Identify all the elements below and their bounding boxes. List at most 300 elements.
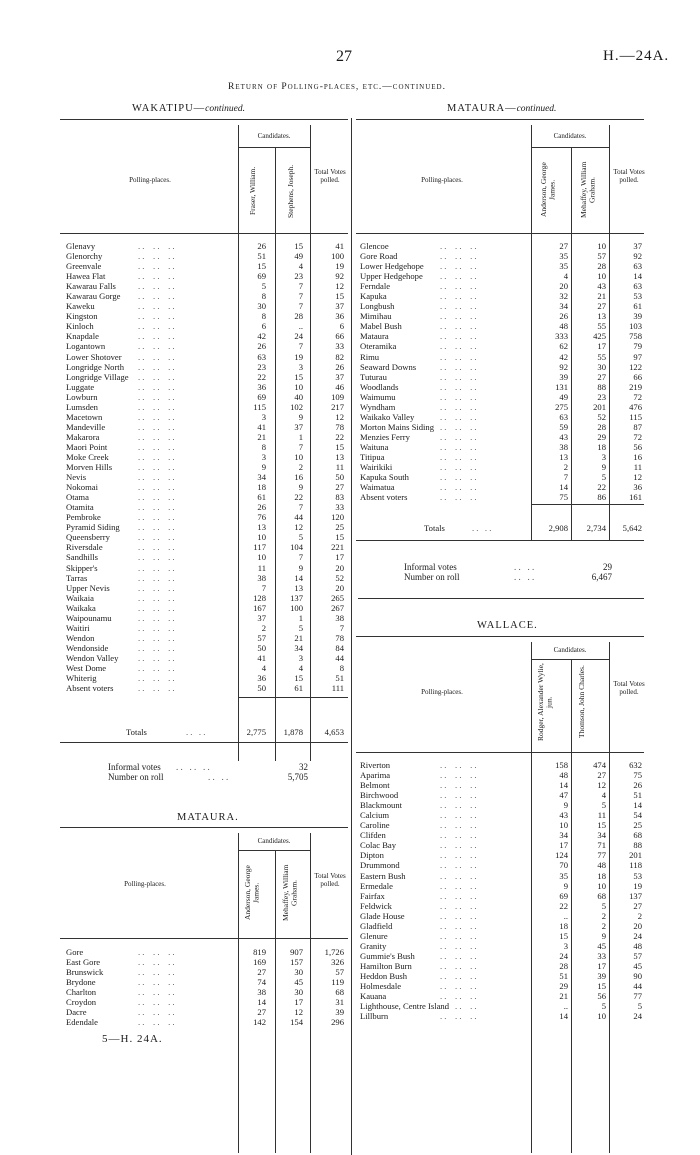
total-votes-cell: 14: [633, 800, 642, 811]
total-votes-cell: 27: [633, 900, 642, 911]
table-row: Gore Road . . . . . . 35 57 92: [360, 251, 642, 262]
polling-place-name: Calcium: [360, 810, 390, 821]
candidate-votes-cell: 8: [261, 291, 266, 302]
candidate-votes-cell: 7: [298, 341, 303, 352]
candidate-votes-cell: 5: [601, 800, 606, 811]
polling-place-name: Maori Point: [66, 441, 108, 452]
candidate-votes-cell: 76: [257, 512, 266, 523]
candidate-votes-cell: 4: [563, 271, 568, 282]
candidate-votes-cell: 21: [597, 291, 606, 302]
table-row: Granity . . . . . . 3 45 48: [360, 940, 642, 951]
candidate-votes-cell: 49: [559, 391, 568, 402]
candidate-votes-cell: 12: [294, 522, 303, 533]
candidate-votes-cell: 40: [294, 391, 303, 402]
polling-place-name: Caroline: [360, 820, 390, 831]
candidate-votes-cell: 117: [253, 542, 266, 553]
polling-place-name: Drummond: [360, 860, 400, 871]
table-row: Nevis . . . . . . 34 16 50: [66, 472, 344, 483]
candidate-votes-cell: 20: [559, 281, 568, 292]
polling-place-name: Waikaia: [66, 592, 94, 603]
wakatipu-totals-row: Totals . . . . 2,775 1,878 4,653: [126, 727, 344, 737]
mataura-cont-cand2: Mehaffey, William Graham.: [579, 161, 597, 219]
polling-place-name: Kapuka: [360, 291, 387, 302]
candidate-votes-cell: 49: [294, 251, 303, 262]
candidate-votes-cell: 70: [559, 860, 568, 871]
candidate-votes-cell: 68: [597, 890, 606, 901]
candidate-votes-cell: 27: [597, 301, 606, 312]
candidate-votes-cell: 26: [257, 341, 266, 352]
wallace-cand1: Rodger, Alexander Wylie, jun.: [536, 663, 554, 741]
candidate-votes-cell: 8: [261, 311, 266, 322]
candidate-votes-cell: 9: [298, 482, 303, 493]
polling-place-name: Edendale: [66, 1017, 98, 1028]
candidate-votes-cell: 10: [597, 1011, 606, 1022]
table-row: Kingston . . . . . . 8 28 36: [66, 311, 344, 322]
total-votes-cell: 20: [335, 582, 344, 593]
candidate-votes-cell: 14: [257, 997, 266, 1008]
polling-place-name: Luggate: [66, 381, 95, 392]
polling-place-name: Gladfield: [360, 920, 393, 931]
mataura-cont-total-label: Total Votes polled.: [613, 168, 645, 184]
total-votes-cell: 265: [331, 592, 344, 603]
total-votes-cell: 36: [633, 482, 642, 493]
total-votes-cell: 57: [633, 950, 642, 961]
polling-place-name: Upper Hedgehope: [360, 271, 423, 282]
candidate-votes-cell: 37: [257, 612, 266, 623]
table-row: Queensberry . . . . . . 10 5 15: [66, 532, 344, 543]
total-votes-cell: 90: [633, 970, 642, 981]
total-votes-cell: 38: [335, 612, 344, 623]
table-row: Eastern Bush . . . . . . 35 18 53: [360, 870, 642, 881]
candidate-votes-cell: 819: [253, 947, 266, 957]
total-votes-cell: 267: [331, 602, 344, 613]
total-votes-cell: 44: [335, 652, 344, 663]
candidate-votes-cell: 7: [298, 291, 303, 302]
candidate-votes-cell: 28: [294, 311, 303, 322]
total-votes-cell: 27: [335, 482, 344, 493]
table-row: Waipounamu . . . . . . 37 1 38: [66, 612, 344, 623]
polling-place-name: Waimatua: [360, 482, 395, 493]
candidate-votes-cell: ..: [298, 321, 303, 332]
candidate-votes-cell: 7: [298, 301, 303, 312]
candidate-votes-cell: 92: [559, 361, 568, 372]
table-row: Waituna . . . . . . 38 18 56: [360, 441, 642, 452]
total-votes-cell: 26: [633, 780, 642, 791]
candidate-votes-cell: 50: [257, 642, 266, 653]
candidate-votes-cell: 26: [559, 311, 568, 322]
candidate-votes-cell: 137: [290, 592, 303, 603]
table-row: Glade House . . . . . . .. 2 2: [360, 910, 642, 921]
candidate-votes-cell: 35: [559, 251, 568, 262]
candidate-votes-cell: 56: [597, 991, 606, 1002]
candidate-votes-cell: 3: [601, 451, 606, 462]
candidate-votes-cell: 32: [559, 291, 568, 302]
wallace-table: [360, 760, 644, 1021]
page-number: 27: [336, 48, 352, 65]
polling-place-name: Glencoe: [360, 241, 389, 251]
table-row: Wyndham . . . . . . 275 201 476: [360, 401, 642, 412]
candidate-votes-cell: 74: [257, 977, 266, 988]
polling-place-name: West Dome: [66, 662, 107, 673]
mataura-cont-table: [360, 241, 644, 502]
polling-place-name: Dipton: [360, 850, 384, 861]
wakatipu-cand1: Fraser, William.: [248, 166, 257, 216]
table-row: Drummond . . . . . . 70 48 118: [360, 860, 642, 871]
polling-place-name: Waipounamu: [66, 612, 112, 623]
total-votes-cell: 14: [633, 271, 642, 282]
polling-place-name: Riversdale: [66, 542, 103, 553]
mataura-cand1: Anderson, George James.: [243, 865, 261, 921]
polling-place-name: Kingston: [66, 311, 98, 322]
candidate-votes-cell: 24: [294, 331, 303, 342]
total-votes-cell: 632: [629, 760, 642, 770]
mataura-title: MATAURA.: [177, 812, 239, 823]
polling-place-name: Clifden: [360, 830, 386, 841]
total-votes-cell: 68: [335, 987, 344, 998]
polling-place-name: Menzies Ferry: [360, 431, 410, 442]
candidate-votes-cell: 10: [257, 552, 266, 563]
total-votes-cell: 37: [633, 241, 642, 251]
total-votes-cell: 201: [629, 850, 642, 861]
candidate-votes-cell: 9: [563, 880, 568, 891]
candidate-votes-cell: 5: [298, 622, 303, 633]
candidate-votes-cell: ..: [563, 910, 568, 921]
candidate-votes-cell: 50: [257, 683, 266, 694]
total-votes-cell: 120: [331, 512, 344, 523]
total-votes-cell: 22: [335, 431, 344, 442]
candidate-votes-cell: 86: [597, 492, 606, 503]
candidate-votes-cell: 17: [294, 997, 303, 1008]
candidate-votes-cell: 12: [294, 1007, 303, 1018]
candidate-votes-cell: 34: [294, 642, 303, 653]
total-votes-cell: 296: [331, 1017, 344, 1028]
total-votes-cell: 31: [335, 997, 344, 1008]
total-votes-cell: 52: [335, 572, 344, 583]
candidate-votes-cell: 42: [257, 331, 266, 342]
candidate-votes-cell: 425: [593, 331, 606, 342]
polling-place-name: Kawarau Falls: [66, 281, 116, 292]
candidate-votes-cell: 62: [559, 341, 568, 352]
candidate-votes-cell: 9: [601, 930, 606, 941]
total-votes-cell: 92: [335, 271, 344, 282]
table-row: Glenure . . . . . . 15 9 24: [360, 930, 642, 941]
candidate-votes-cell: 15: [597, 820, 606, 831]
candidate-votes-cell: 167: [253, 602, 266, 613]
candidate-votes-cell: 19: [294, 351, 303, 362]
polling-place-name: Kawarau Gorge: [66, 291, 121, 302]
table-row: Upper Nevis . . . . . . 7 13 20: [66, 582, 344, 593]
candidate-votes-cell: 34: [597, 830, 606, 841]
total-votes-cell: 39: [335, 1007, 344, 1018]
polling-place-name: Waimumu: [360, 391, 396, 402]
polling-place-name: Heddon Bush: [360, 970, 408, 981]
candidate-votes-cell: 115: [253, 401, 266, 412]
candidate-votes-cell: 5: [298, 532, 303, 543]
wakatipu-places-label: Polling-places.: [129, 176, 171, 184]
polling-place-name: Pyramid Siding: [66, 522, 120, 533]
total-votes-cell: 6: [339, 321, 344, 332]
total-votes-cell: 11: [335, 462, 344, 473]
polling-place-name: Aparima: [360, 770, 391, 781]
candidate-votes-cell: 10: [597, 880, 606, 891]
total-votes-cell: 72: [633, 431, 642, 442]
polling-place-name: Mataura: [360, 331, 389, 342]
table-row: Dacre . . . . . . 27 12 39: [66, 1007, 344, 1018]
candidate-votes-cell: 43: [559, 431, 568, 442]
total-votes-cell: 72: [633, 391, 642, 402]
candidate-votes-cell: 51: [559, 970, 568, 981]
candidate-votes-cell: 4: [298, 662, 303, 673]
table-row: Absent voters . . . . . . 75 86 161: [360, 492, 642, 503]
total-votes-cell: 84: [335, 642, 344, 653]
polling-place-name: Morton Mains Siding: [360, 421, 435, 432]
total-votes-cell: 44: [633, 981, 642, 992]
candidate-votes-cell: 7: [563, 472, 568, 483]
candidate-votes-cell: 6: [261, 321, 266, 332]
table-row: Hamilton Burn . . . . . . 28 17 45: [360, 960, 642, 971]
candidate-votes-cell: 39: [597, 970, 606, 981]
polling-place-name: Nokomai: [66, 482, 98, 493]
candidate-votes-cell: 30: [257, 301, 266, 312]
document-code: H.—24A.: [603, 48, 670, 64]
candidate-votes-cell: 28: [559, 960, 568, 971]
table-row: Waikako Valley . . . . . . 63 52 115: [360, 411, 642, 422]
candidate-votes-cell: 9: [563, 800, 568, 811]
polling-place-name: Holmesdale: [360, 981, 402, 992]
table-row: Maori Point . . . . . . 8 7 15: [66, 441, 344, 452]
candidate-votes-cell: 5: [601, 1001, 606, 1012]
table-row: Brydone . . . . . . 74 45 119: [66, 977, 344, 988]
table-row: Wendonside . . . . . . 50 34 84: [66, 642, 344, 653]
total-votes-cell: 476: [629, 401, 642, 412]
table-row: Wendon . . . . . . 57 21 78: [66, 632, 344, 643]
table-row: Menzies Ferry . . . . . . 43 29 72: [360, 431, 642, 442]
candidate-votes-cell: 43: [559, 810, 568, 821]
total-votes-cell: 48: [633, 940, 642, 951]
candidate-votes-cell: 14: [559, 1011, 568, 1022]
polling-place-name: Morven Hills: [66, 462, 113, 473]
wakatipu-title: WAKATIPU—continued.: [132, 103, 246, 114]
table-row: Longbush . . . . . . 34 27 61: [360, 301, 642, 312]
polling-place-name: Wyndham: [360, 401, 396, 412]
polling-place-name: Seaward Downs: [360, 361, 417, 372]
total-votes-cell: 122: [629, 361, 642, 372]
polling-place-name: Mimihau: [360, 311, 392, 322]
polling-place-name: Queensberry: [66, 532, 110, 543]
table-row: Waikaia . . . . . . 128 137 265: [66, 592, 344, 603]
polling-place-name: Lighthouse, Centre Island: [360, 1001, 450, 1012]
polling-place-name: Titipua: [360, 451, 385, 462]
candidate-votes-cell: 28: [597, 421, 606, 432]
total-votes-cell: 39: [633, 311, 642, 322]
table-row: West Dome . . . . . . 4 4 8: [66, 662, 344, 673]
candidate-votes-cell: 3: [298, 652, 303, 663]
polling-place-name: Gummie's Bush: [360, 950, 415, 961]
candidate-votes-cell: 2: [298, 462, 303, 473]
table-row: Lighthouse, Centre Island . . . . . . .. 5 5: [360, 1001, 642, 1012]
candidate-votes-cell: 2: [601, 910, 606, 921]
wakatipu-summary: Informal votes . . . . . . 32 Number on roll . . . . 5,705: [108, 762, 308, 783]
total-votes-cell: 88: [633, 840, 642, 851]
candidate-votes-cell: 18: [257, 482, 266, 493]
candidate-votes-cell: 474: [593, 760, 606, 770]
candidate-votes-cell: 124: [555, 850, 568, 861]
candidate-votes-cell: ..: [563, 1001, 568, 1012]
total-votes-cell: 12: [633, 472, 642, 483]
polling-place-name: Longbush: [360, 301, 395, 312]
candidate-votes-cell: 57: [257, 632, 266, 643]
candidate-votes-cell: 27: [597, 371, 606, 382]
polling-place-name: Lumsden: [66, 401, 98, 412]
polling-place-name: Whiterig: [66, 673, 97, 684]
candidate-votes-cell: 11: [597, 810, 606, 821]
candidate-votes-cell: 13: [559, 451, 568, 462]
polling-place-name: Otamita: [66, 502, 94, 513]
total-votes-cell: 13: [335, 451, 344, 462]
candidate-votes-cell: 9: [298, 411, 303, 422]
table-row: Mabel Bush . . . . . . 48 55 103: [360, 321, 642, 332]
total-votes-cell: 11: [633, 462, 642, 473]
candidate-votes-cell: 7: [298, 441, 303, 452]
total-votes-cell: 221: [331, 542, 344, 553]
total-votes-cell: 7: [339, 622, 344, 633]
total-votes-cell: 33: [335, 341, 344, 352]
column-divider: [351, 118, 352, 1155]
candidate-votes-cell: 158: [555, 760, 568, 770]
table-row: Gore . . . . . . 819 907 1,726: [66, 947, 344, 957]
total-votes-cell: 68: [633, 830, 642, 841]
candidate-votes-cell: 29: [559, 981, 568, 992]
table-row: Dipton . . . . . . 124 77 201: [360, 850, 642, 861]
table-row: Morton Mains Siding . . . . . . 59 28 87: [360, 421, 642, 432]
table-row: Kapuka . . . . . . 32 21 53: [360, 291, 642, 302]
candidate-votes-cell: 169: [253, 957, 266, 968]
table-row: Tuturau . . . . . . 39 27 66: [360, 371, 642, 382]
table-row: Woodlands . . . . . . 131 88 219: [360, 381, 642, 392]
total-votes-cell: 1,726: [324, 947, 344, 957]
candidate-votes-cell: 102: [290, 401, 303, 412]
candidate-votes-cell: 15: [597, 981, 606, 992]
table-row: Rimu . . . . . . 42 55 97: [360, 351, 642, 362]
candidate-votes-cell: 55: [597, 321, 606, 332]
candidate-votes-cell: 27: [257, 967, 266, 978]
polling-place-name: Skipper's: [66, 562, 98, 573]
candidate-votes-cell: 18: [559, 920, 568, 931]
candidate-votes-cell: 1: [298, 431, 303, 442]
total-votes-cell: 19: [633, 880, 642, 891]
total-votes-cell: 109: [331, 391, 344, 402]
candidate-votes-cell: 5: [261, 281, 266, 292]
table-row: Waimatua . . . . . . 14 22 36: [360, 482, 642, 493]
polling-place-name: Macetown: [66, 411, 103, 422]
candidate-votes-cell: 2: [261, 622, 266, 633]
polling-place-name: Moke Creek: [66, 451, 109, 462]
total-votes-cell: 24: [633, 930, 642, 941]
candidate-votes-cell: 21: [294, 632, 303, 643]
candidate-votes-cell: 23: [257, 361, 266, 372]
total-votes-cell: 50: [335, 472, 344, 483]
candidate-votes-cell: 7: [298, 552, 303, 563]
total-votes-cell: 75: [633, 770, 642, 781]
polling-place-name: Fairfax: [360, 890, 385, 901]
candidate-votes-cell: 59: [559, 421, 568, 432]
total-votes-cell: 17: [335, 552, 344, 563]
candidate-votes-cell: 333: [555, 331, 568, 342]
polling-place-name: Mabel Bush: [360, 321, 402, 332]
table-row: Macetown . . . . . . 3 9 12: [66, 411, 344, 422]
table-row: Kaweku . . . . . . 30 7 37: [66, 301, 344, 312]
table-row: Waikaka . . . . . . 167 100 267: [66, 602, 344, 613]
total-votes-cell: 19: [335, 261, 344, 272]
polling-place-name: East Gore: [66, 957, 101, 968]
candidate-votes-cell: 9: [601, 462, 606, 473]
candidate-votes-cell: 44: [294, 512, 303, 523]
candidate-votes-cell: 5: [601, 472, 606, 483]
table-row: Fairfax . . . . . . 69 68 137: [360, 890, 642, 901]
wakatipu-rule-top: [60, 119, 348, 120]
candidate-votes-cell: 36: [257, 381, 266, 392]
candidate-votes-cell: 29: [597, 431, 606, 442]
table-row: Clifden . . . . . . 34 34 68: [360, 830, 642, 841]
total-votes-cell: 46: [335, 381, 344, 392]
total-votes-cell: 161: [629, 492, 642, 503]
candidate-votes-cell: 34: [559, 830, 568, 841]
total-votes-cell: 15: [335, 532, 344, 543]
candidate-votes-cell: 17: [597, 341, 606, 352]
candidate-votes-cell: 104: [290, 542, 303, 553]
total-votes-cell: 118: [629, 860, 642, 871]
candidate-votes-cell: 57: [597, 251, 606, 262]
candidate-votes-cell: 48: [597, 860, 606, 871]
total-votes-cell: 33: [335, 502, 344, 513]
table-row: East Gore . . . . . . 169 157 326: [66, 957, 344, 968]
table-row: Seaward Downs . . . . . . 92 30 122: [360, 361, 642, 372]
total-votes-cell: 92: [633, 251, 642, 262]
total-votes-cell: 53: [633, 870, 642, 881]
polling-place-name: Makarora: [66, 431, 100, 442]
candidate-votes-cell: 142: [253, 1017, 266, 1028]
candidate-votes-cell: 38: [257, 987, 266, 998]
candidate-votes-cell: 63: [257, 351, 266, 362]
candidate-votes-cell: 17: [597, 960, 606, 971]
candidate-votes-cell: 30: [597, 361, 606, 372]
polling-place-name: Hawea Flat: [66, 271, 106, 282]
polling-place-name: Gore Road: [360, 251, 398, 262]
total-votes-cell: 20: [633, 920, 642, 931]
polling-place-name: Hamilton Burn: [360, 960, 412, 971]
candidate-votes-cell: 3: [261, 451, 266, 462]
total-votes-cell: 119: [331, 977, 344, 988]
candidate-votes-cell: 63: [559, 411, 568, 422]
table-row: Mandeville . . . . . . 41 37 78: [66, 421, 344, 432]
total-votes-cell: 25: [335, 522, 344, 533]
wakatipu-cand2: Stephens, Joseph.: [286, 164, 295, 218]
total-votes-cell: 63: [633, 281, 642, 292]
candidate-votes-cell: 48: [559, 770, 568, 781]
table-row: Gummie's Bush . . . . . . 24 33 57: [360, 950, 642, 961]
polling-place-name: Nevis: [66, 472, 87, 483]
total-votes-cell: 111: [331, 683, 344, 694]
candidate-votes-cell: 3: [261, 411, 266, 422]
table-row: Makarora . . . . . . 21 1 22: [66, 431, 344, 442]
page-caption: Return of Polling-places, etc.—continued.: [228, 82, 446, 92]
candidate-votes-cell: 14: [559, 482, 568, 493]
candidate-votes-cell: 2: [563, 462, 568, 473]
total-votes-cell: 12: [335, 411, 344, 422]
table-row: Otama . . . . . . 61 22 83: [66, 492, 344, 503]
candidate-votes-cell: 23: [294, 271, 303, 282]
table-row: Caroline . . . . . . 10 15 25: [360, 820, 642, 831]
